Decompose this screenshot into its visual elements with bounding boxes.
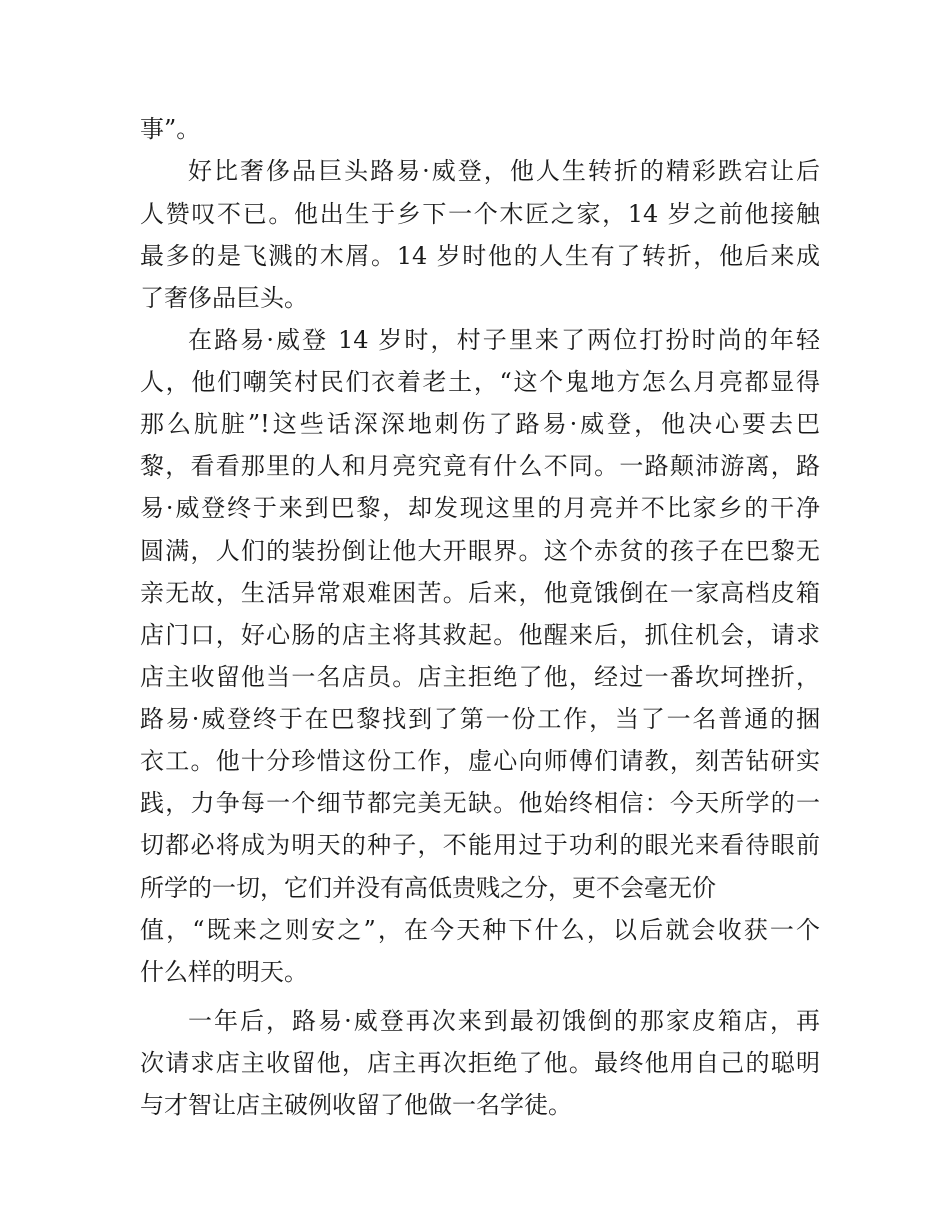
paragraph-first-line: 一年后，路易·威登再次来到最初饿倒的那家皮箱店，再 <box>188 1007 820 1035</box>
text-line: 路易·威登终于在巴黎找到了第一份工作，当了一名普通的捆 <box>140 705 820 733</box>
text-line: 了奢侈品巨头。 <box>140 284 308 312</box>
text-line: 与才智让店主破例收留了他做一名学徒。 <box>140 1091 572 1119</box>
text-line: 衣工。他十分珍惜这份工作，虚心向师傅们请教，刻苦钻研实 <box>140 747 820 775</box>
text-line: 店门口，好心肠的店主将其救起。他醒来后，抓住机会，请求 <box>140 621 820 649</box>
text-line: 什么样的明天。 <box>140 958 308 986</box>
text-line: 那么肮脏”!这些话深深地刺伤了路易·威登，他决心要去巴 <box>140 410 820 438</box>
text-line: 次请求店主收留他，店主再次拒绝了他。最终他用自己的聪明 <box>140 1049 820 1077</box>
text-line: 易·威登终于来到巴黎，却发现这里的月亮并不比家乡的干净 <box>140 494 820 522</box>
text-line: 人，他们嘲笑村民们衣着老土，“这个鬼地方怎么月亮都显得 <box>140 368 820 396</box>
text-line: 店主收留他当一名店员。店主拒绝了他，经过一番坎坷挫折， <box>140 663 820 691</box>
text-line: 人赞叹不已。他出生于乡下一个木匠之家，14 岁之前他接触 <box>140 200 820 228</box>
text-line: 所学的一切，它们并没有高低贵贱之分，更不会毫无价 <box>140 874 716 902</box>
text-line: 践，力争每一个细节都完美无缺。他始终相信：今天所学的一 <box>140 789 820 817</box>
text-line: 事”。 <box>140 115 201 143</box>
text-line: 圆满，人们的装扮倒让他大开眼界。这个赤贫的孩子在巴黎无 <box>140 537 820 565</box>
text-line: 最多的是飞溅的木屑。14 岁时他的人生有了转折，他后来成 <box>140 242 820 270</box>
text-line: 值，“既来之则安之”，在今天种下什么，以后就会收获一个 <box>140 916 820 944</box>
paragraph-first-line: 好比奢侈品巨头路易·威登，他人生转折的精彩跌宕让后 <box>188 157 820 185</box>
paragraph-first-line: 在路易·威登 14 岁时，村子里来了两位打扮时尚的年轻 <box>188 326 820 354</box>
text-line: 黎，看看那里的人和月亮究竟有什么不同。一路颠沛游离，路 <box>140 452 820 480</box>
text-line: 亲无故，生活异常艰难困苦。后来，他竟饿倒在一家高档皮箱 <box>140 579 820 607</box>
text-line: 切都必将成为明天的种子，不能用过于功利的眼光来看待眼前 <box>140 831 820 859</box>
